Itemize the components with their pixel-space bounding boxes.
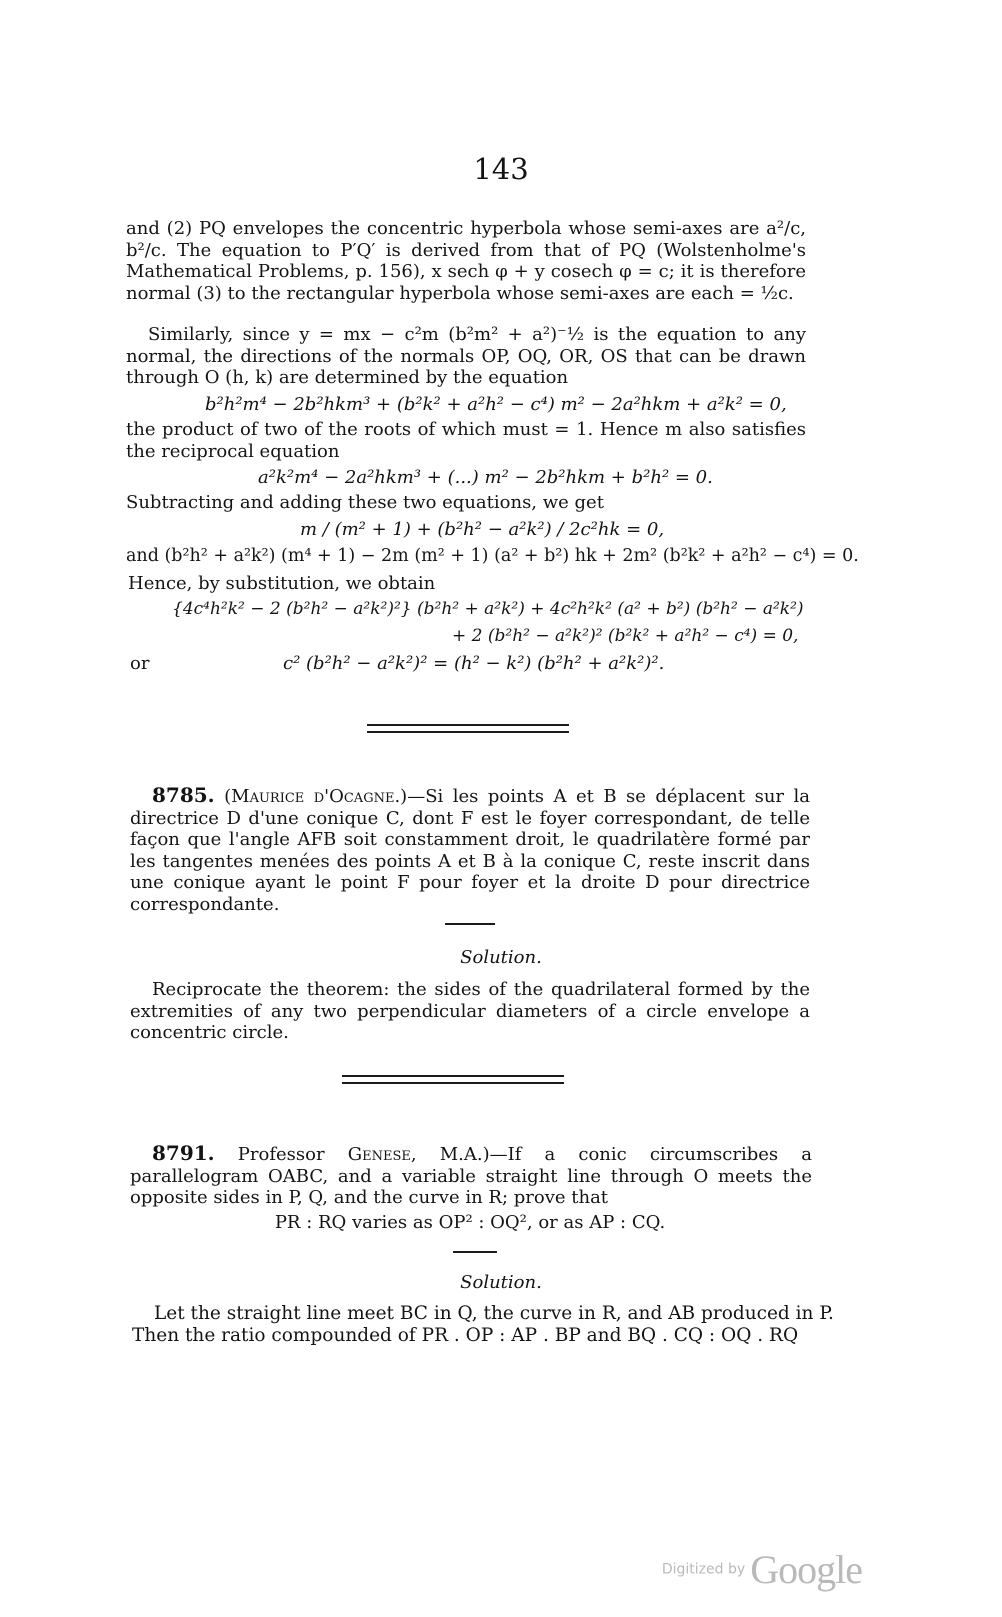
short-rule	[453, 1251, 497, 1253]
solution-label: Solution.	[460, 1272, 542, 1293]
solution-8785: Reciprocate the theorem: the sides of the quadrilateral formed by the extremities of any two perpendicular diameters of a circle envelope a concentric circle.	[130, 979, 810, 1043]
equation-difference: m / (m² + 1) + (b²h² − a²k²) / 2c²hk = 0,	[300, 519, 665, 540]
solution-8791-line-2: Then the ratio compounded of PR . OP : AP . BP and BQ . CQ : OQ . RQ	[132, 1325, 799, 1346]
question-author-prefix: Professor	[237, 1144, 325, 1165]
continuation-line-subtracting: Subtracting and adding these two equations, we get	[126, 492, 604, 513]
page-number: 143	[473, 152, 529, 186]
solution-8791-line-1: Let the straight line meet BC in Q, the curve in R, and AB produced in P.	[154, 1303, 834, 1324]
google-watermark	[662, 1546, 862, 1593]
ratio-statement: PR : RQ varies as OP² : OQ², or as AP : CQ.	[274, 1212, 666, 1233]
question-number: 8785.	[152, 783, 215, 807]
short-rule	[445, 923, 495, 925]
continuation-line-and: and (b²h² + a²k²) (m⁴ + 1) − 2m (m² + 1) (a² + b²) hk + 2m² (b²k² + a²h² − c⁴) = 0.	[126, 546, 859, 566]
equation-final: c² (b²h² − a²k²)² = (h² − k²) (b²h² + a²k²)².	[283, 653, 665, 674]
equation-substitution-line-1: {4c⁴h²k² − 2 (b²h² − a²k²)²} (b²h² + a²k²) + 4c²h²k² (a² + b²) (b²h² − a²k²)	[172, 599, 804, 619]
google-logo: Google	[750, 1547, 862, 1592]
continuation-line-hence: Hence, by substitution, we obtain	[128, 573, 436, 594]
or-label: or	[130, 653, 150, 674]
equation-quartic: b²h²m⁴ − 2b²hkm³ + (b²k² + a²h² − c⁴) m² − 2a²hkm + a²k² = 0,	[205, 394, 787, 415]
question-author-suffix: , M.A.)	[410, 1144, 490, 1165]
continuation-paragraph-1: and (2) PQ envelopes the concentric hyperbola whose semi-axes are a²/c, b²/c. The equation to P′Q′ is derived from that of PQ (Wolstenholme's Mathematical Problems, p. 156), x sech φ + y cosech φ = c; it is therefore normal (3) to the rectangular hyperbola whose semi-axes are each = ½c.	[126, 218, 806, 304]
question-number: 8791.	[152, 1141, 215, 1165]
equation-substitution-line-2: + 2 (b²h² − a²k²)² (b²k² + a²h² − c⁴) = 0,	[452, 626, 799, 646]
question-8791	[130, 1143, 812, 1209]
question-author: (Maurice d'Ocagne.)	[224, 786, 408, 807]
solution-label: Solution.	[460, 947, 542, 968]
question-statement: —If a conic circumscribes a parallelogram OABC, and a variable straight line through O meets the opposite sides in P, Q, and the curve in R; prove that	[130, 1144, 812, 1208]
continuation-paragraph-2: Similarly, since y = mx − c²m (b²m² + a²)⁻½ is the equation to any normal, the directions of the normals OP, OQ, OR, OS that can be drawn through O (h, k) are determined by the equation	[126, 324, 806, 388]
question-8785	[130, 785, 810, 915]
question-statement: —Si les points A et B se déplacent sur la directrice D d'une conique C, dont F est le foyer correspondant, de telle façon que l'angle AFB soit constamment droit, le quadrilatère formé par les tangentes menées des points A et B à la conique C, reste inscrit dans une conique ayant le point F pour foyer et la droite D pour directrice correspondante.	[130, 786, 810, 915]
question-author-name: Genese	[347, 1144, 411, 1165]
watermark-prefix: Digitized by	[661, 1561, 746, 1578]
equation-reciprocal: a²k²m⁴ − 2a²hkm³ + (...) m² − 2b²hkm + b²h² = 0.	[258, 467, 713, 488]
continuation-paragraph-3: the product of two of the roots of which must = 1. Hence m also satisfies the reciprocal equation	[126, 419, 806, 462]
